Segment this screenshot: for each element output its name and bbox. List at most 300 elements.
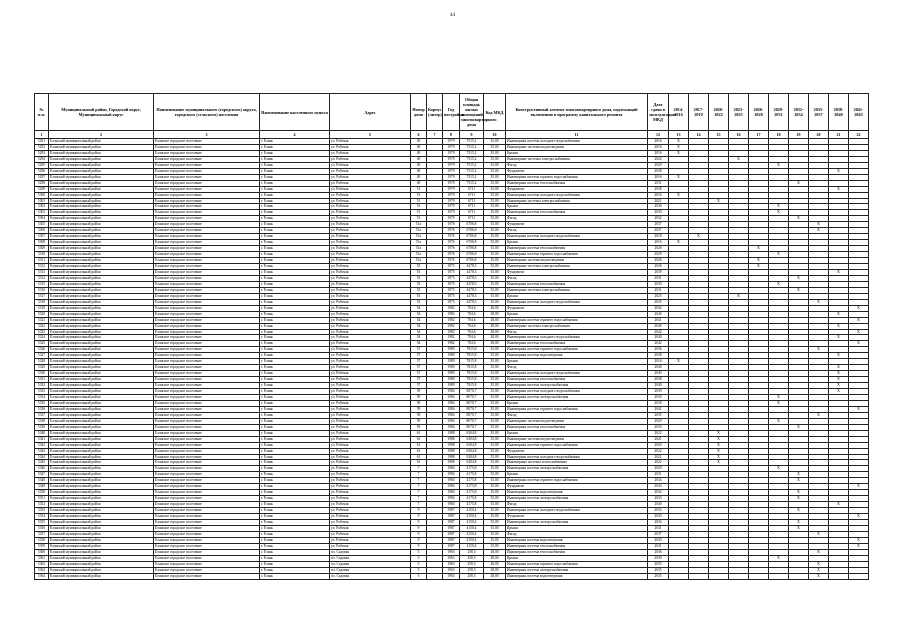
table-cell: г. Елань (260, 269, 330, 275)
column-header: Адрес (330, 94, 411, 131)
header-row (35, 94, 869, 131)
table-cell: 5357 (35, 531, 49, 537)
table-cell: 5345 (35, 460, 49, 466)
period-cell: X (829, 269, 849, 275)
table-cell: г. Елань (260, 139, 330, 145)
table-cell: г. Елань (260, 418, 330, 424)
table-cell: 61 (411, 436, 427, 442)
table-cell (427, 573, 443, 579)
table-cell: г. Елань (260, 317, 330, 323)
table-cell: 2040 (648, 335, 669, 341)
table-cell: Еланский муниципальный район (49, 478, 154, 484)
period-cell: X (789, 424, 809, 430)
period-cell: X (789, 472, 809, 478)
table-cell: г. Елань (260, 299, 330, 305)
table-cell: Еланский муниципальный район (49, 299, 154, 305)
table-cell: ул. Рабочая (330, 317, 411, 323)
table-cell: 2033 (648, 508, 669, 514)
table-cell: ул. Рабочая (330, 531, 411, 537)
table-cell: ул. Рабочая (330, 269, 411, 275)
table-cell: ул. Рабочая (330, 246, 411, 252)
table-cell: 5335 (35, 400, 49, 406)
table-cell: 2029 (648, 162, 669, 168)
table-cell: 51 (411, 216, 427, 222)
period-cell: X (789, 216, 809, 222)
table-cell: Еланский муниципальный район (49, 549, 154, 555)
period-cell: X (809, 531, 829, 537)
period-cell: X (809, 549, 829, 555)
table-cell: 1976 (443, 234, 460, 240)
table-cell: Крыша (506, 240, 648, 246)
column-number: 18 (769, 131, 789, 139)
table-cell: Еланское городское поселение (154, 514, 260, 520)
table-cell: 2043 (648, 537, 669, 543)
period-cell: X (669, 139, 689, 145)
period-cell: X (789, 496, 809, 502)
table-cell: Еланский муниципальный район (49, 139, 154, 145)
table-cell: 2024 (648, 156, 669, 162)
table-cell: 51 (411, 198, 427, 204)
column-number: 12 (648, 131, 669, 139)
table-cell: 1982 (443, 329, 460, 335)
table-cell: Фасад (506, 365, 648, 371)
table-cell: 53 (411, 269, 427, 275)
table-cell: 2016 (648, 139, 669, 145)
table-cell: 5297 (35, 174, 49, 180)
table-cell: 2030 (648, 204, 669, 210)
table-cell: 6711 (460, 204, 484, 210)
table-cell: г. Елань (260, 335, 330, 341)
table-cell: 7 (411, 490, 427, 496)
table-cell: ул. Рабочая (330, 144, 411, 150)
period-cell: X (789, 478, 809, 484)
table-cell: 35,00 (484, 252, 506, 258)
table-cell: Еланское городское поселение (154, 275, 260, 281)
table-cell: 5294 (35, 156, 49, 162)
table-cell: 1984 (443, 466, 460, 472)
period-cell: X (769, 394, 789, 400)
table-cell: Еланский муниципальный район (49, 377, 154, 383)
table-cell: 1989 (443, 347, 460, 353)
table-cell: 4150,4 (460, 543, 484, 549)
table-cell: 1976 (443, 222, 460, 228)
table-cell: 28,00 (484, 555, 506, 561)
table-cell: Инженерная система теплоснабжения (506, 341, 648, 347)
table-cell: Еланское городское поселение (154, 460, 260, 466)
table-cell: 57 (411, 383, 427, 389)
table-cell: Инженерная система горячего водоснабжения (506, 317, 648, 323)
table-cell: 28,00 (484, 341, 506, 347)
table-cell: 4175,8 (460, 478, 484, 484)
column-header: Конструктивный элемент многоквартирного дома, подлежащий включению в программу капитального ремонта (506, 94, 648, 131)
table-cell: Крыша (506, 311, 648, 317)
column-number: 16 (729, 131, 749, 139)
table-cell: 4175,8 (460, 484, 484, 490)
table-cell: ул. Рабочая (330, 162, 411, 168)
table-cell: 1982 (443, 311, 460, 317)
table-cell: ул. Рабочая (330, 299, 411, 305)
period-cell: X (709, 454, 729, 460)
table-cell: ул. Рабочая (330, 329, 411, 335)
period-cell: X (709, 198, 729, 204)
period-cell: X (809, 567, 829, 573)
column-header: 2038-2040 (829, 94, 849, 131)
table-cell: 5344 (35, 454, 49, 460)
table-cell: ул. Рабочая (330, 430, 411, 436)
table-cell: 2030 (648, 210, 669, 216)
table-cell: 35,00 (484, 520, 506, 526)
table-cell: Еланское городское поселение (154, 525, 260, 531)
table-cell: 2016 (648, 359, 669, 365)
column-header: 2020-2022 (709, 94, 729, 131)
table-cell: Еланский муниципальный район (49, 198, 154, 204)
table-cell: Еланское городское поселение (154, 329, 260, 335)
table-cell: Фасад (506, 329, 648, 335)
table-cell: Фасад (506, 531, 648, 537)
table-cell: г. Елань (260, 496, 330, 502)
table-cell: Инженерная система водоотведения (506, 573, 648, 579)
table-cell: 1963 (443, 561, 460, 567)
table-cell: г. Елань (260, 264, 330, 270)
column-number: 20 (809, 131, 829, 139)
table-cell: 4150,4 (460, 525, 484, 531)
table-cell: 5342 (35, 442, 49, 448)
table-cell: 7815,8 (460, 371, 484, 377)
table-cell: Инженерные системы водоотведения (506, 144, 648, 150)
table-cell: Еланский муниципальный район (49, 531, 154, 537)
table-cell: 5329 (35, 365, 49, 371)
table-cell: 35,00 (484, 174, 506, 180)
table-cell: Еланский муниципальный район (49, 275, 154, 281)
table-cell: 57 (411, 371, 427, 377)
table-cell: 4478,3 (460, 287, 484, 293)
table-cell: ул. Рабочая (330, 341, 411, 347)
table-cell: Фундамент (506, 305, 648, 311)
table-cell: Инженерная система электроснабжения (506, 394, 648, 400)
table-cell: 6706,8 (460, 240, 484, 246)
table-cell: Еланский муниципальный район (49, 144, 154, 150)
table-cell: 2034 (648, 478, 669, 484)
table-cell: 35,00 (484, 436, 506, 442)
table-cell: 2035 (648, 567, 669, 573)
period-cell: X (709, 430, 729, 436)
column-number: 3 (154, 131, 260, 139)
table-cell: 61 (411, 460, 427, 466)
table-cell: Еланский муниципальный район (49, 436, 154, 442)
table-cell: 6711 (460, 192, 484, 198)
table-cell: 54 (411, 317, 427, 323)
table-cell: Еланское городское поселение (154, 371, 260, 377)
table-cell: 35,00 (484, 448, 506, 454)
period-cell: X (789, 525, 809, 531)
column-number-row (35, 131, 869, 139)
table-cell: г. Елань (260, 430, 330, 436)
period-cell (769, 573, 789, 579)
period-cell: X (669, 150, 689, 156)
table-cell: 5 (411, 573, 427, 579)
table-cell: Инженерная система теплоснабжения (506, 281, 648, 287)
table-cell: 5358 (35, 537, 49, 543)
table-cell: 1987 (443, 525, 460, 531)
table-cell: 2036 (648, 347, 669, 353)
table-cell: г. Елань (260, 228, 330, 234)
column-number: 7 (427, 131, 443, 139)
table-cell: 2038 (648, 168, 669, 174)
table-cell: 7815,8 (460, 353, 484, 359)
table-cell: г. Елань (260, 400, 330, 406)
table-cell: Еланский муниципальный район (49, 347, 154, 353)
table-cell: Еланское городское поселение (154, 180, 260, 186)
table-cell: Еланское городское поселение (154, 311, 260, 317)
table-cell: 2016 (648, 240, 669, 246)
table-cell: Инженерная система горячего водоснабжения (506, 347, 648, 353)
table-cell: 704,6 (460, 323, 484, 329)
table-cell: Еланский муниципальный район (49, 400, 154, 406)
table-cell: 5331 (35, 377, 49, 383)
table-cell: 2043 (648, 514, 669, 520)
table-cell: 1979 (443, 162, 460, 168)
period-cell: X (849, 537, 869, 543)
table-cell: 5303 (35, 210, 49, 216)
column-number: 8 (443, 131, 460, 139)
table-cell: Инженерная система холодного водоснабжения (506, 234, 648, 240)
table-cell: 5 (411, 549, 427, 555)
table-cell: 6711 (460, 198, 484, 204)
table-cell: ул. Рабочая (330, 240, 411, 246)
table-cell: 2021 (648, 198, 669, 204)
table-cell: Еланский муниципальный район (49, 150, 154, 156)
table-cell: 2039 (648, 389, 669, 395)
period-cell: X (769, 252, 789, 258)
period-cell: X (749, 246, 769, 252)
table-cell: пл. Садовая (330, 567, 411, 573)
table-cell: 6304,8 (460, 448, 484, 454)
table-cell: 704,6 (460, 335, 484, 341)
table-cell: 9 (411, 508, 427, 514)
table-cell: 5363 (35, 567, 49, 573)
table-cell: г. Елань (260, 246, 330, 252)
table-cell: г. Елань (260, 240, 330, 246)
table-cell: ул. Рабочая (330, 371, 411, 377)
table-cell: 5292 (35, 144, 49, 150)
table-cell: 5326 (35, 347, 49, 353)
column-header: 2041-2043 (849, 94, 869, 131)
table-cell: Еланский муниципальный район (49, 561, 154, 567)
table-cell: Инженерные системы водоотведения (506, 418, 648, 424)
table-cell: Еланское городское поселение (154, 412, 260, 418)
table-cell: 258,5 (460, 555, 484, 561)
table-cell: г. Елань (260, 192, 330, 198)
table-cell: Еланский муниципальный район (49, 240, 154, 246)
table-cell: 1979 (443, 210, 460, 216)
table-cell: 35,00 (484, 525, 506, 531)
period-cell: X (769, 418, 789, 424)
table-cell: Инженерная система электроснабжения (506, 496, 648, 502)
table-cell: 35,00 (484, 139, 506, 145)
period-cell: X (769, 555, 789, 561)
table-cell: 704,6 (460, 305, 484, 311)
table-cell: 2031 (648, 287, 669, 293)
table-cell: 57 (411, 377, 427, 383)
period-cell: X (809, 561, 829, 567)
table-cell: Инженерные системы электроснабжения (506, 156, 648, 162)
table-cell: 2016 (648, 174, 669, 180)
period-cell: X (849, 317, 869, 323)
table-cell: 5323 (35, 329, 49, 335)
table-cell: 2020 (648, 442, 669, 448)
table-cell: ул. Рабочая (330, 228, 411, 234)
column-header: Дата сдачи в эксплуатацию МКД (648, 94, 669, 131)
period-cell: X (809, 347, 829, 353)
table-cell: 1979 (443, 156, 460, 162)
table-cell: Еланский муниципальный район (49, 162, 154, 168)
period-cell: X (789, 180, 809, 186)
table-cell: ул. Рабочая (330, 466, 411, 472)
table-cell: Еланское городское поселение (154, 394, 260, 400)
table-cell: 6711 (460, 210, 484, 216)
table-cell: 35,00 (484, 287, 506, 293)
table-cell: 6706,8 (460, 252, 484, 258)
period-cell: X (849, 543, 869, 549)
table-cell: 5337 (35, 412, 49, 418)
period-cell: X (829, 365, 849, 371)
table-cell: 1984 (443, 400, 460, 406)
table-cell: 2031 (648, 180, 669, 186)
table-cell: 4478,3 (460, 299, 484, 305)
table-cell: Еланский муниципальный район (49, 335, 154, 341)
table-cell: 35,00 (484, 383, 506, 389)
table-cell: 35,00 (484, 502, 506, 508)
table-cell: г. Елань (260, 174, 330, 180)
table-cell: пл. Садовая (330, 549, 411, 555)
table-cell: 1987 (443, 543, 460, 549)
table-cell: 7815,8 (460, 347, 484, 353)
table-cell: ул. Рабочая (330, 394, 411, 400)
table-cell: 51 (411, 204, 427, 210)
table-cell: 2035 (648, 299, 669, 305)
table-cell: Инженерная система холодного водоснабжения (506, 454, 648, 460)
table-cell: 5 (411, 555, 427, 561)
table-cell: 54 (411, 311, 427, 317)
table-cell: 8070,7 (460, 412, 484, 418)
table-cell: 1979 (443, 192, 460, 198)
table-cell: ул. Рабочая (330, 335, 411, 341)
table-cell: 5309 (35, 246, 49, 252)
table-cell: Еланское городское поселение (154, 484, 260, 490)
table-cell: 2040 (648, 323, 669, 329)
table-cell: Инженерная система теплоснабжения (506, 180, 648, 186)
table-cell: ул. Рабочая (330, 198, 411, 204)
table-cell: Еланское городское поселение (154, 347, 260, 353)
table-cell: 1963 (443, 567, 460, 573)
table-cell: 5332 (35, 383, 49, 389)
table-cell: пл. Садовая (330, 561, 411, 567)
table-cell: Инженерная система горячего водоснабжения (506, 406, 648, 412)
table-cell: Еланское городское поселение (154, 228, 260, 234)
period-cell: X (669, 240, 689, 246)
table-cell: 5291 (35, 139, 49, 145)
column-header: 2032-2034 (789, 94, 809, 131)
table-cell: 5316 (35, 287, 49, 293)
table-cell: 28,00 (484, 567, 506, 573)
table-cell: 2018 (648, 234, 669, 240)
table-cell: ул. Рабочая (330, 264, 411, 270)
table-cell: 5359 (35, 543, 49, 549)
table-cell: Еланский муниципальный район (49, 430, 154, 436)
table-cell: 2036 (648, 549, 669, 555)
table-cell: 5 (411, 567, 427, 573)
table-cell: 1988 (443, 436, 460, 442)
table-cell: 51 (411, 210, 427, 216)
table-cell: г. Елань (260, 389, 330, 395)
table-cell: 35,00 (484, 353, 506, 359)
table-cell: 2021 (648, 436, 669, 442)
period-cell: X (769, 204, 789, 210)
table-cell: 1975 (443, 299, 460, 305)
table-cell: Еланский муниципальный район (49, 353, 154, 359)
table-cell: 35,00 (484, 168, 506, 174)
table-cell: 35,00 (484, 347, 506, 353)
table-cell: Еланский муниципальный район (49, 508, 154, 514)
table-cell: 6304,8 (460, 430, 484, 436)
table-cell: г. Елань (260, 484, 330, 490)
table-cell: 2034 (648, 490, 669, 496)
table-cell: г. Елань (260, 436, 330, 442)
table-cell: 9 (411, 514, 427, 520)
table-cell: Еланский муниципальный район (49, 234, 154, 240)
table-cell: 54 (411, 323, 427, 329)
table-cell: 35,00 (484, 472, 506, 478)
table-cell: 1976 (443, 258, 460, 264)
table-cell: 7515,2 (460, 144, 484, 150)
table-cell: 35,00 (484, 418, 506, 424)
table-cell: Крыша (506, 472, 648, 478)
table-cell: 5361 (35, 555, 49, 561)
table-cell: 5293 (35, 150, 49, 156)
table-cell: ул. Рабочая (330, 180, 411, 186)
table-cell: 1979 (443, 174, 460, 180)
table-cell: 35,00 (484, 192, 506, 198)
table-cell: 8070,7 (460, 400, 484, 406)
table-cell: 7515,2 (460, 139, 484, 145)
table-cell: 8070,7 (460, 394, 484, 400)
table-cell: Крыша (506, 204, 648, 210)
table-cell: 2037 (648, 228, 669, 234)
table-cell: Инженерная система горячего водоснабжения (506, 561, 648, 567)
table-cell: ул. Рабочая (330, 305, 411, 311)
table-cell: Фасад (506, 216, 648, 222)
period-cell: X (789, 508, 809, 514)
table-cell: 2035 (648, 573, 669, 579)
table-cell: 51а (411, 246, 427, 252)
table-cell: г. Елань (260, 448, 330, 454)
table-cell: Еланское городское поселение (154, 252, 260, 258)
period-cell: X (729, 293, 749, 299)
table-cell: 2029 (648, 418, 669, 424)
column-number: 15 (709, 131, 729, 139)
table-cell: ул. Рабочая (330, 448, 411, 454)
table-cell: 51а (411, 252, 427, 258)
table-cell: Инженерная система водоотведения (506, 537, 648, 543)
table-cell: 1989 (443, 377, 460, 383)
table-cell: г. Елань (260, 156, 330, 162)
table-cell: 2040 (648, 371, 669, 377)
table-cell: 1989 (443, 371, 460, 377)
table-cell: Еланский муниципальный район (49, 293, 154, 299)
column-header: 2029-2031 (769, 94, 789, 131)
table-cell: 9 (411, 537, 427, 543)
table-cell: Еланский муниципальный район (49, 192, 154, 198)
